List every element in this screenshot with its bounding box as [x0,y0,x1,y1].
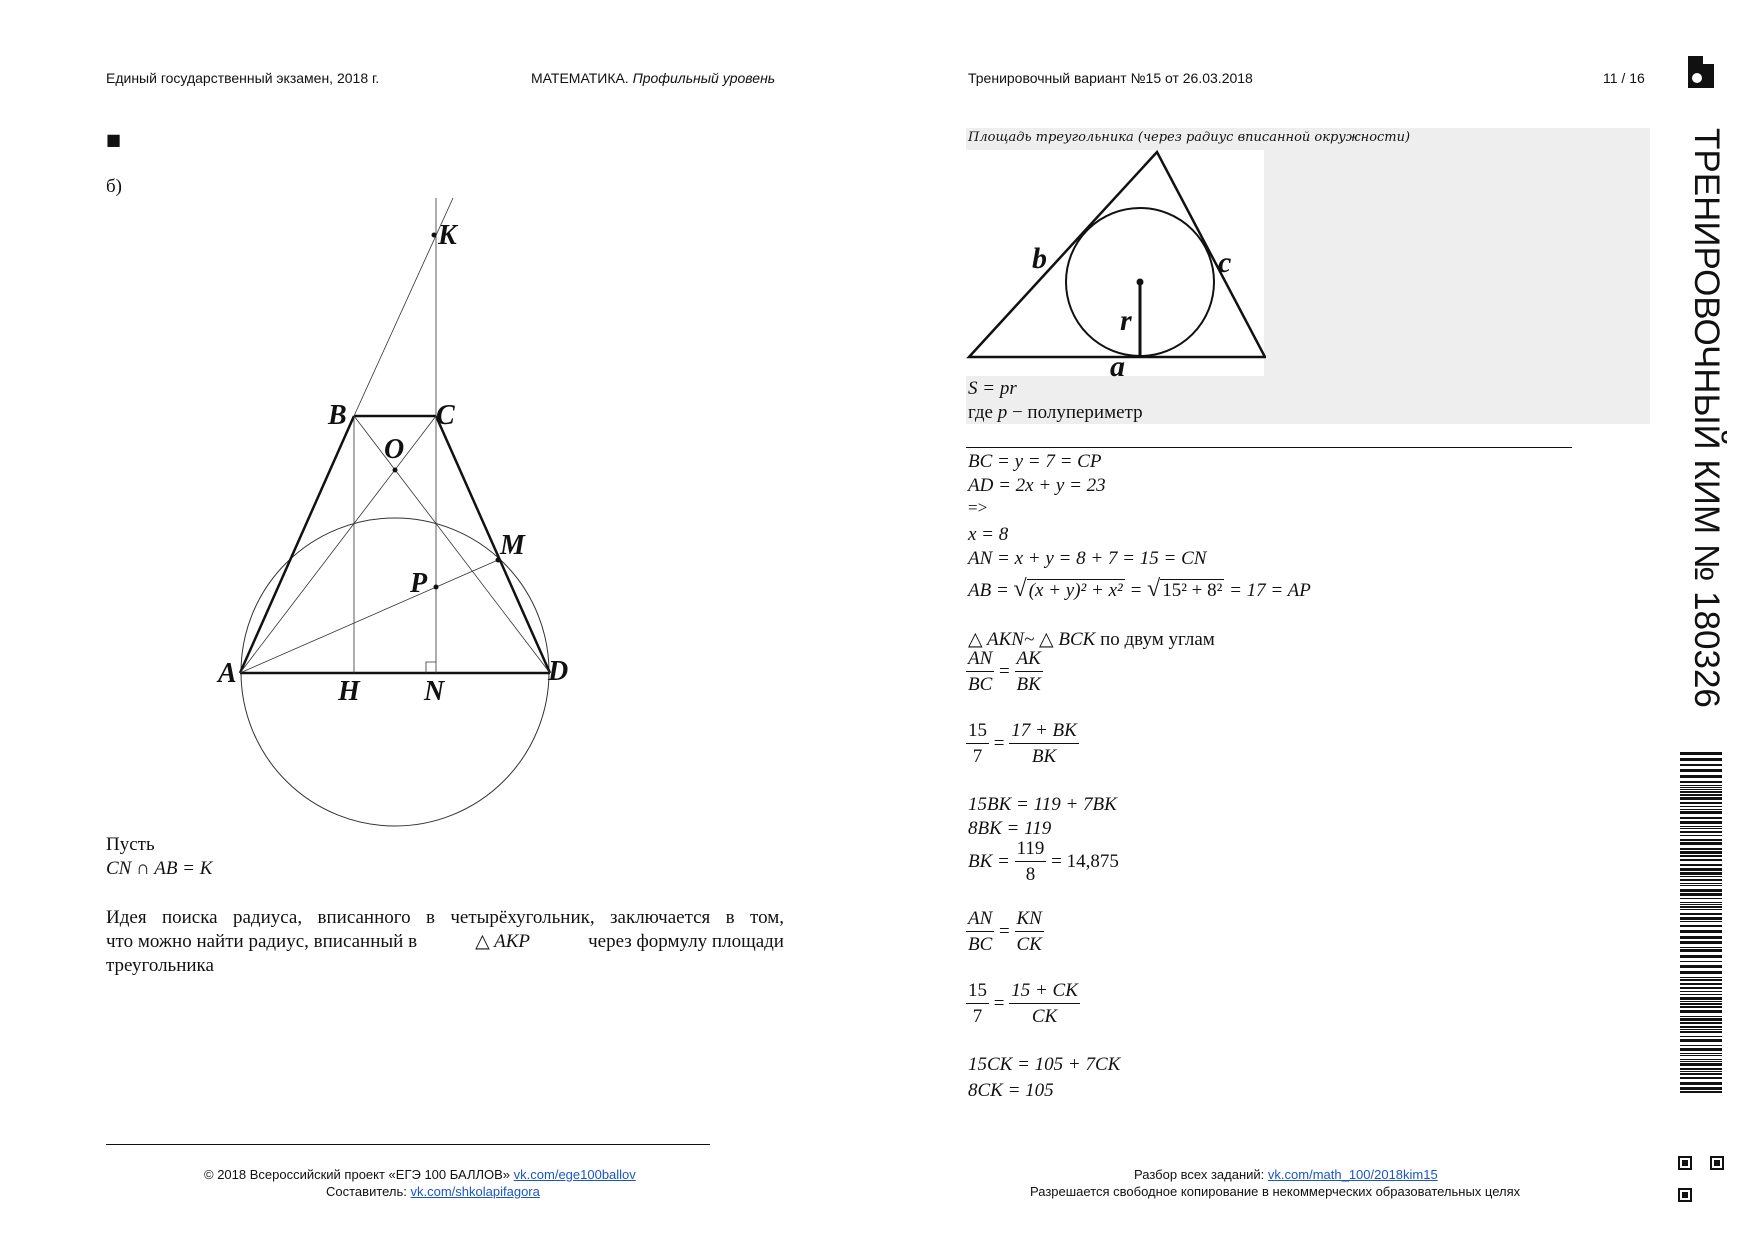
barcode-bar [1680,1048,1722,1051]
qr-finder-cell [1722,1160,1724,1162]
barcode-bar [1680,855,1722,857]
barcode-bar [1680,1031,1722,1033]
ab-radicand-1: (x + y)² + x² [1028,580,1123,601]
inset-where [968,402,1143,424]
barcode-bar [1680,1006,1722,1008]
barcode-bar [1680,1071,1722,1072]
qr-finder-cell [1690,1188,1692,1190]
barcode-bar [1680,1018,1722,1021]
intersection-formula: CN ∩ AB = K [106,858,213,879]
barcode-bar [1680,925,1722,927]
qr-finder-cell [1686,1162,1688,1164]
qr-finder-cell [1682,1168,1684,1170]
barcode-bar [1680,898,1722,899]
qr-finder-cell [1678,1188,1680,1190]
qr-finder-cell [1722,1162,1724,1164]
qr-finder-cell [1710,1160,1712,1162]
barcode-bar [1680,791,1722,793]
qr-finder-cell [1716,1156,1718,1158]
qr-finder-cell [1682,1192,1684,1194]
barcode-bar [1680,811,1722,814]
qr-finder-cell [1690,1198,1692,1200]
barcode-bar [1680,883,1722,884]
barcode-bar [1680,876,1722,877]
barcode-bar [1680,991,1722,992]
sol-fraction-4 [966,980,1080,1028]
qr-finder-cell [1710,1158,1712,1160]
label-p: P [410,568,428,599]
barcode-bar [1680,1036,1722,1037]
point-k [432,233,437,238]
side-title [1687,128,1726,728]
f3-left-num: AN [966,908,994,932]
qr-finder-cell [1682,1196,1684,1198]
barcode-bar [1680,1029,1722,1030]
qr-finder-cell [1710,1164,1712,1166]
qr-finder-cell [1722,1164,1724,1166]
qr-finder-cell [1716,1162,1718,1164]
ab-eq: = [1124,580,1148,601]
qr-finder-cell [1690,1194,1692,1196]
barcode-bar [1680,936,1722,939]
sol-fraction-1 [966,648,1043,696]
barcode-bar [1680,961,1722,962]
barcode-bar [1680,851,1722,854]
barcode-bar [1680,1091,1722,1093]
bk-lhs: BK = [968,851,1015,872]
f2-eq: = [993,733,1005,754]
barcode-bar [1680,906,1722,908]
f4-left-num: 15 [966,980,989,1004]
side-title-text: ТРЕНИРОВОЧНЫЙ КИМ № 180326 [1687,128,1726,708]
idea-line-3: треугольника [106,955,214,976]
f3-eq: = [999,921,1010,942]
barcode-bar [1680,909,1722,910]
qr-finder-cell [1690,1158,1692,1160]
inset-caption: Площадь треугольника (через радиус вписанной окружности) [968,130,1411,145]
footer-copyright [204,1167,636,1182]
corner-logo-icon [1688,56,1714,88]
f4-right-den: CK [1031,1006,1058,1027]
qr-finder-cell [1682,1194,1684,1196]
barcode-bar [1680,839,1722,841]
barcode-bar [1680,1068,1722,1070]
bk-den: 8 [1025,864,1036,885]
inset-label-a: a [1110,350,1125,378]
barcode-bar [1680,1061,1722,1062]
qr-finder-cell [1716,1164,1718,1166]
qr-finder-cell [1680,1156,1682,1158]
qr-finder-cell [1720,1168,1722,1170]
qr-finder-cell [1678,1196,1680,1198]
qr-finder-cell [1722,1166,1724,1168]
qr-finder-cell [1686,1164,1688,1166]
label-n: N [424,676,445,707]
qr-finder-cell [1712,1168,1714,1170]
qr-finder-cell [1718,1168,1720,1170]
barcode-bar [1680,983,1722,985]
qr-finder-cell [1684,1194,1686,1196]
qr-finder-cell [1688,1188,1690,1190]
footer-link-analysis[interactable]: vk.com/math_100/2018kim15 [1267,1167,1438,1182]
label-b: B [328,400,347,431]
f1-right-den: BK [1016,674,1041,695]
qr-finder-cell [1678,1160,1680,1162]
barcode-bar [1680,842,1722,845]
idea-line-1: Идея поиска радиуса, вписанного в четырёхугольник, заключается в том, [106,907,784,928]
barcode-bar [1680,913,1722,915]
qr-finder-cell [1678,1158,1680,1160]
inset-where-var: p [997,402,1008,423]
qr-finder-cell [1686,1200,1688,1202]
ab-lhs: AB = [968,580,1014,601]
f4-left-den: 7 [972,1006,983,1027]
sol-line-an: AN = x + y = 8 + 7 = 15 = CN [968,548,1207,569]
qr-finder-cell [1684,1192,1686,1194]
qr-finder-cell [1678,1166,1680,1168]
let-text: Пусть [106,834,155,855]
qr-finder-cell [1718,1160,1720,1162]
barcode-bar [1680,917,1722,920]
qr-finder-cell [1722,1168,1724,1170]
similar-triangles: △ AKN~ △ BCK [968,629,1096,650]
header-subject-name: МАТЕМАТИКА. [531,70,629,86]
barcode-bar [1680,769,1722,772]
qr-finder-cell [1682,1156,1684,1158]
point-o [393,468,398,473]
qr-finder-cell [1690,1190,1692,1192]
barcode-bar [1680,826,1722,827]
barcode-bar [1680,987,1722,989]
qr-finder-cell [1678,1190,1680,1192]
qr-finder-cell [1680,1168,1682,1170]
qr-finder-cell [1710,1162,1712,1164]
f4-right-num: 15 + CK [1009,980,1080,1004]
similar-text: по двум углам [1095,629,1215,650]
qr-finder-cell [1678,1168,1680,1170]
qr-finder-cell [1678,1194,1680,1196]
idea-line-2b: через формулу площади [588,931,784,952]
f1-right-num: AK [1015,648,1043,672]
barcode-bar [1680,1053,1722,1054]
point-p [434,585,439,590]
qr-finder-cell [1688,1156,1690,1158]
barcode-bar [1680,1055,1722,1056]
label-o: O [384,434,405,465]
qr-finder-cell [1680,1188,1682,1190]
barcode [1680,752,1722,1098]
barcode-bar [1680,955,1722,958]
barcode-bar [1680,831,1722,833]
barcode-bar [1680,1045,1722,1046]
barcode-bar [1680,1016,1722,1017]
footer-link-compiler[interactable]: vk.com/shkolapifagora [410,1184,540,1199]
ab-radicand-2: 15² + 8² [1162,580,1223,601]
qr-finder-cell [1690,1168,1692,1170]
qr-finder-cell [1712,1156,1714,1158]
sol-line-ad: AD = 2x + y = 23 [968,475,1106,496]
sol-line-15ck: 15CK = 105 + 7CK [968,1054,1121,1075]
qr-finder-cell [1710,1166,1712,1168]
sol-line-bc: BC = y = 7 = CP [968,451,1102,472]
barcode-bar [1680,835,1722,836]
barcode-bar [1680,997,1722,1000]
segment-cd [436,416,550,673]
barcode-bar [1680,1026,1722,1028]
qr-finder-cell [1678,1162,1680,1164]
qr-finder-cell [1714,1162,1716,1164]
f1-left-num: AN [966,648,994,672]
barcode-bar [1680,781,1722,783]
f2-right-den: BK [1031,746,1057,767]
qr-finder-cell [1718,1162,1720,1164]
bullet-marker: ■ [106,130,122,149]
barcode-bar [1680,1022,1722,1024]
footer-analysis [1134,1167,1438,1182]
label-m: M [500,530,525,561]
qr-finder-cell [1720,1156,1722,1158]
qr-finder-cell [1682,1200,1684,1202]
qr-finder-cell [1690,1192,1692,1194]
footer-link-ege[interactable]: vk.com/ege100ballov [513,1167,636,1182]
ab-rhs: = 17 = AP [1224,580,1311,601]
qr-finder-cell [1686,1194,1688,1196]
barcode-bar [1680,828,1722,829]
bk-rhs: = 14,875 [1046,851,1119,872]
inset-triangle-figure [966,128,1266,378]
barcode-bar [1680,879,1722,881]
barcode-bar [1680,821,1722,824]
qr-finder-cell [1690,1160,1692,1162]
qr-finder-cell [1714,1164,1716,1166]
qr-finder-cell [1690,1164,1692,1166]
f3-right-num: KN [1015,908,1044,932]
barcode-bar [1680,809,1722,810]
qr-finder-cell [1678,1200,1680,1202]
label-a: A [218,658,237,689]
footer-license: Разрешается свободное копирование в некоммерческих образовательных целях [1030,1184,1521,1199]
label-h: H [338,676,360,707]
part-label: б) [106,176,122,197]
barcode-bar [1680,802,1722,804]
right-angle-mark [426,662,436,673]
inset-center [1137,279,1144,286]
sol-fraction-3 [966,908,1044,956]
qr-finder-cell [1690,1196,1692,1198]
segment-ab [240,416,354,673]
barcode-bar [1680,797,1722,800]
barcode-bar [1680,1059,1722,1060]
barcode-bar [1680,794,1722,796]
f1-eq: = [999,661,1010,682]
triangle-akp: △ AKP [475,931,531,952]
sol-line-8bk: 8BK = 119 [968,818,1052,839]
barcode-bar [1680,758,1722,761]
barcode-bar [1680,921,1722,922]
f2-left-num: 15 [966,720,989,744]
sol-arrow: => [968,498,988,517]
solution-rule [966,447,1572,448]
qr-finder-cell [1716,1168,1718,1170]
f3-left-den: BC [968,934,993,955]
qr-finder-cell [1686,1188,1688,1190]
qr-finder-cell [1684,1164,1686,1166]
qr-finder-cell [1690,1162,1692,1164]
inset-label-c: c [1218,246,1232,279]
inset-label-b: b [1032,242,1047,275]
footer-rule [106,1144,710,1145]
qr-finder-cell [1678,1156,1680,1158]
qr-finder-cell [1718,1164,1720,1166]
barcode-bar [1680,979,1722,981]
barcode-bar [1680,965,1722,968]
barcode-bar [1680,904,1722,905]
barcode-bar [1680,949,1722,952]
sol-line-bk [968,838,1119,886]
barcode-bar [1680,848,1722,850]
barcode-bar [1680,787,1722,788]
qr-finder-cell [1714,1160,1716,1162]
qr-finder-cell [1690,1200,1692,1202]
qr-finder-cell [1678,1164,1680,1166]
header-variant: Тренировочный вариант №15 от 26.03.2018 [968,70,1253,86]
qr-finder-cell [1686,1196,1688,1198]
bk-num: 119 [1015,838,1047,862]
barcode-bar [1680,1063,1722,1066]
barcode-bar [1680,872,1722,875]
barcode-bar [1680,893,1722,896]
qr-finder-cell [1684,1162,1686,1164]
qr-finder-cell [1682,1188,1684,1190]
qr-finder-cell [1682,1162,1684,1164]
barcode-bar [1680,902,1722,903]
qr-finder-cell [1722,1158,1724,1160]
line-am [240,560,498,673]
barcode-bar [1680,1073,1722,1075]
sol-fraction-2 [966,720,1079,768]
f3-right-den: CK [1016,934,1042,955]
f2-right-num: 17 + BK [1009,720,1079,744]
barcode-bar [1680,1077,1722,1079]
qr-finder-cell [1684,1168,1686,1170]
barcode-bar [1680,1039,1722,1042]
barcode-bar [1680,1003,1722,1005]
idea-paragraph [106,906,784,978]
qr-finder-cell [1686,1156,1688,1158]
label-d: D [548,656,569,687]
qr-finder-cell [1678,1198,1680,1200]
qr-finder-cell [1684,1160,1686,1162]
qr-finder-cell [1684,1156,1686,1158]
barcode-bar [1680,1087,1722,1090]
inset-where-prefix: где [968,402,998,423]
header-exam-title: Единый государственный экзамен, 2018 г. [106,70,380,86]
qr-finder-cell [1716,1160,1718,1162]
qr-finder-cell [1684,1196,1686,1198]
qr-finder-cell [1722,1156,1724,1158]
header-level: Профильный уровень [632,70,776,86]
barcode-bar [1680,889,1722,892]
qr-finder-cell [1688,1200,1690,1202]
barcode-bar [1680,789,1722,790]
qr-code [1678,1156,1724,1202]
inset-formula: S = pr [968,378,1017,399]
qr-finder-cell [1686,1168,1688,1170]
sol-line-ab: AB = √ (x + y)² + x² = √ 15² + 8² = 17 = AP [968,576,1311,602]
qr-finder-cell [1688,1168,1690,1170]
barcode-bar [1680,994,1722,995]
inset-label-r: r [1120,304,1132,337]
sol-line-15bk: 15BK = 119 + 7BK [968,794,1117,815]
barcode-bar [1680,764,1722,766]
inset-where-rest: − полупериметр [1007,402,1143,423]
qr-finder-cell [1684,1188,1686,1190]
qr-finder-cell [1682,1164,1684,1166]
barcode-bar [1680,930,1722,933]
qr-finder-cell [1678,1192,1680,1194]
qr-finder-cell [1682,1160,1684,1162]
barcode-bar [1680,785,1722,786]
barcode-bar [1680,947,1722,948]
footer-copyright-text: © 2018 Всероссийский проект «ЕГЭ 100 БАЛЛОВ» [204,1167,514,1182]
footer-compiler-text: Составитель: [326,1184,411,1199]
idea-line-2 [106,930,784,954]
barcode-bar [1680,868,1722,871]
qr-finder-cell [1686,1160,1688,1162]
qr-finder-cell [1680,1200,1682,1202]
qr-finder-cell [1684,1200,1686,1202]
barcode-bar [1680,752,1722,755]
f1-left-den: BC [968,674,993,695]
footer-compiler [326,1184,540,1199]
f4-eq: = [993,993,1005,1014]
barcode-bar [1680,971,1722,974]
barcode-bar [1680,859,1722,861]
label-k: K [438,220,457,251]
barcode-bar [1680,775,1722,778]
barcode-bar [1680,817,1722,819]
qr-finder-cell [1718,1156,1720,1158]
qr-finder-cell [1714,1168,1716,1170]
barcode-bar [1680,941,1722,944]
barcode-bar [1680,977,1722,978]
label-c: C [436,400,455,431]
header-subject [531,70,775,86]
barcode-bar [1680,1001,1722,1002]
barcode-bar [1680,1010,1722,1013]
qr-finder-cell [1710,1156,1712,1158]
sol-line-x: x = 8 [968,524,1009,545]
qr-finder-cell [1710,1168,1712,1170]
f2-left-den: 7 [972,746,983,767]
footer-analysis-text: Разбор всех заданий: [1134,1167,1268,1182]
header-page-number: 11 / 16 [1603,70,1645,86]
barcode-bar [1680,806,1722,807]
qr-finder-cell [1686,1192,1688,1194]
trapezoid-figure [210,190,570,840]
idea-line-2a: что можно найти радиус, вписанный в [106,931,418,952]
barcode-bar [1680,1082,1722,1085]
qr-finder-cell [1690,1156,1692,1158]
sol-line-8ck: 8CK = 105 [968,1080,1054,1101]
barcode-bar [1680,885,1722,886]
qr-finder-cell [1690,1166,1692,1168]
barcode-bar [1680,864,1722,866]
qr-finder-cell [1714,1156,1716,1158]
